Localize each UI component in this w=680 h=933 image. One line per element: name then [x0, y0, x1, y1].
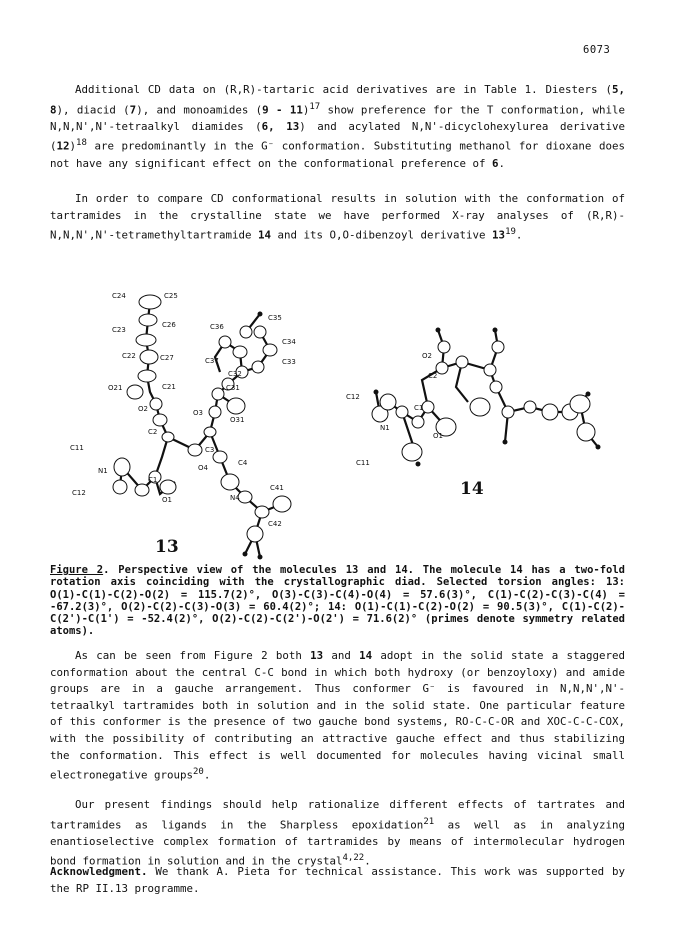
atom-label: C22 [122, 352, 136, 360]
atom-label: O1 [162, 496, 172, 504]
page-number: 6073 [583, 44, 611, 56]
atom-label: C36 [210, 323, 224, 331]
atom-label: C42 [268, 520, 282, 528]
compound-label-13: 13 [155, 537, 179, 557]
atom-label: C31 [226, 384, 240, 392]
atom-label: C4 [238, 459, 248, 467]
atom-label: C23 [112, 326, 126, 334]
atom-label: C2 [148, 428, 158, 436]
atom-label: N1 [98, 467, 108, 475]
atom-label: C27 [160, 354, 174, 362]
molecule-14 [376, 330, 598, 457]
paragraph-findings: Our present findings should help rationalize different effects of tartrates and tartramides as ligands in the Sharpless epoxidation$^{21}$ as well as in analyzing enantioselective complex formation of tartramides by means of intermolecular hydrogen bond formation in solution and in the crystal$^{4,22}$. [50, 798, 625, 868]
atom-label: C32 [228, 370, 242, 378]
atom-label: C2 [428, 372, 438, 380]
atom-label: C26 [162, 321, 176, 329]
molecule-13-atoms [113, 295, 291, 560]
atom-label: C11 [70, 444, 84, 452]
acknowledgment-heading: Acknowledgment. [50, 865, 148, 878]
atom-label: C25 [164, 292, 178, 300]
atom-label: O21 [108, 384, 123, 392]
paragraph-acknowledgment: Acknowledgment. We thank A. Pieta for technical assistance. This work was supported by the RP II.13 programme. [50, 865, 625, 895]
atom-label: C41 [270, 484, 284, 492]
figure-caption: Figure 2. Perspective view of the molecules 13 and 14. The molecule 14 has a two-fold rotation axis coinciding with the crystallographic diad. Selected torsion angles: 13: O(1)-C(1)-C(2)-O(2) = 115.7(2)°, O(3)-C(3)-C(4)-O(4) = 57.6(3)°, C(1)-C(2)-C(3)-C(4) = -67.2(3)°, O(2)-C(2)-C(3)-O(3) = 60.4(2)°; 14: O(1)-C(1)-C(2)-O(2) = 90.5(3)°, C(1)-C(2)-C(2')-C(1') = -52.4(2)°, O(2)-C(2)-C(2')-O(2') = 71.6(2)° (primes denote symmetry related atoms). [50, 564, 625, 638]
compound-label-14: 14 [460, 479, 484, 499]
paragraph-cd-data: Additional CD data on (R,R)-tartaric acid derivatives are in Table 1. Diesters (5, 8), diacid (7), and monoamides (9 - 11)$^{17}$ show preference for the T conformation, while N,N,N',N'-tetraalkyl diamides (6, 13) and acylated N,N'-dicyclohexylurea derivative $(12)^{18}$ are predominantly in the G⁻ conformation. Substituting methanol for dioxane does not have any significant effect on the conformational preference of 6. [50, 83, 625, 170]
paragraph-xray: In order to compare CD conformational results in solution with the conformation of tartramides in the crystalline state we have performed X-ray analyses of (R,R)-N,N,N',N'-tetramethyltartramide 14 and its O,O-dibenzoyl derivative $13^{19}$. [50, 192, 625, 242]
atom-label: C11 [356, 459, 370, 467]
atom-label: C35 [268, 314, 282, 322]
figure-2 [50, 272, 630, 562]
molecule-drawings [50, 272, 630, 562]
paragraph-discussion: As can be seen from Figure 2 both 13 and 14 adopt in the solid state a staggered conformation about the central C-C bond in which both hydroxy (or benzoyloxy) and amide groups are in a gauche arrangement. Thus conformer G⁻ is favoured in N,N,N',N'-tetraalkyl tartramides both in solution and in the solid state. One particular feature of this conformer is the presence of two gauche bond systems, RO-C-C-OR and XOC-C-C-COX, with the possibility of contributing an attractive gauche effect and thus stabilizing the conformation. This effect is well documented for molecules having vicinal small electronegative groups$^{20}$. [50, 649, 625, 782]
atom-label: N4 [230, 494, 240, 502]
atom-label: C24 [112, 292, 126, 300]
atom-label: C1 [414, 404, 424, 412]
atom-label: C1 [148, 476, 158, 484]
atom-label: C33 [282, 358, 296, 366]
atom-label: C12 [72, 489, 86, 497]
atom-label: O2 [422, 352, 432, 360]
atom-label: C34 [282, 338, 296, 346]
atom-label: O1 [433, 432, 443, 440]
atom-label: O2 [138, 405, 148, 413]
atom-label: C3 [205, 446, 215, 454]
atom-label: C21 [162, 383, 176, 391]
atom-label: O4 [198, 464, 208, 472]
atom-label: N1 [380, 424, 390, 432]
molecule-14-atoms [372, 328, 601, 467]
atom-label: C12 [346, 393, 360, 401]
atom-label: C37 [205, 357, 219, 365]
atom-label: O3 [193, 409, 203, 417]
atom-label: O31 [230, 416, 245, 424]
